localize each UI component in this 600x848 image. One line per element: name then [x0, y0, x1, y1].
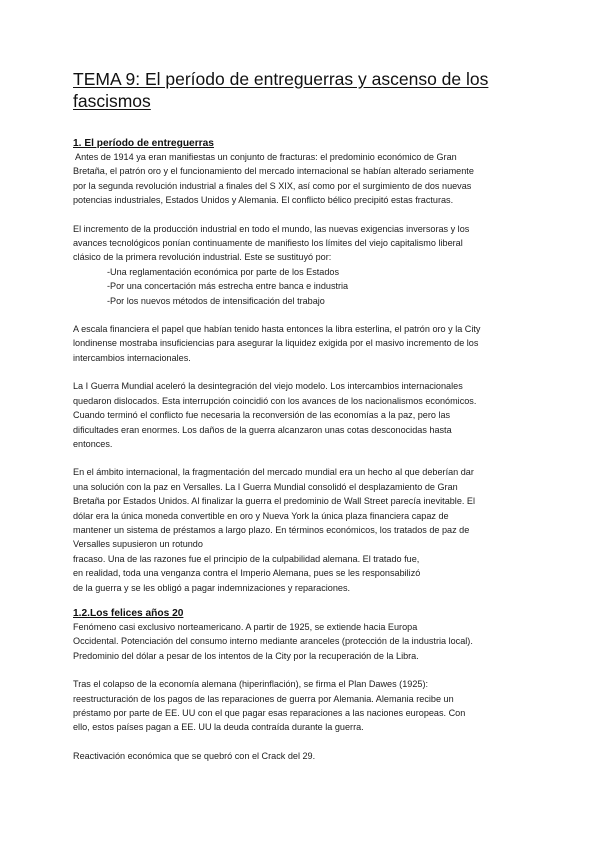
text-line: por la segunda revolución industrial a finales del S XIX, así como por el surgimiento de dos nuevas: [73, 180, 472, 191]
paragraph: [73, 322, 533, 365]
text-line: En el ámbito internacional, la fragmentación del mercado mundial era un hecho al que deberían dar: [73, 467, 474, 478]
text-line: Tras el colapso de la economía alemana (hiperinflación), se firma el Plan Dawes (1925):: [73, 679, 428, 690]
section-heading: 1. El período de entreguerras: [73, 138, 214, 149]
text-line: entonces.: [73, 438, 113, 449]
text-line: londinense mostraba insuficiencias para asegurar la liquidez exigida por el masivo incremento de los: [73, 338, 479, 349]
text-line: Bretaña por Estados Unidos. Al finalizar la guerra el predominio de Wall Street parecía inevitable. El: [73, 496, 476, 507]
text-line: ello, estos países pagan a EE. UU la deuda contraída durante la guerra.: [73, 722, 364, 733]
document-title: [73, 68, 533, 112]
text-line: Reactivación económica que se quebró con el Crack del 29.: [73, 750, 316, 761]
text-line: avances tecnológicos ponían continuamente de manifiesto los límites del viejo capitalismo liberal: [73, 238, 463, 249]
text-line: Fenómeno casi exclusivo norteamericano. A partir de 1925, se extiende hacia Europa: [73, 621, 418, 632]
text-line: intercambios internacionales.: [73, 352, 191, 363]
text-line: Occidental. Potenciación del consumo interno mediante aranceles (protección de la industria local).: [73, 636, 473, 647]
text-line: reestructuración de los pagos de las reparaciones de guerra por Alemania. Alemania recibe un: [73, 693, 454, 704]
text-line: dólar era la única moneda convertible en oro y Nueva York la única plaza financiera capaz de: [73, 510, 449, 521]
section-heading: 1.2.Los felices años 20: [73, 607, 184, 619]
text-line: de la guerra y se les obligó a pagar indemnizaciones y reparaciones.: [73, 582, 351, 593]
list-item: -Por los nuevos métodos de intensificación del trabajo: [107, 295, 325, 306]
list-item: -Una reglamentación económica por parte de los Estados: [107, 266, 340, 277]
text-line: Cuando terminó el conflicto fue necesaria la reconversión de las economías a la paz, pero las: [73, 410, 451, 421]
text-line: Versalles supusieron un rotundo: [73, 539, 203, 550]
text-line: El incremento de la producción industrial en todo el mundo, las nuevas exigencias inversoras y los: [73, 223, 470, 234]
text-line: fracaso. Una de las razones fue el principio de la culpabilidad alemana. El tratado fue,: [73, 553, 420, 564]
title-line: fascismos: [73, 91, 151, 111]
paragraph: [73, 749, 533, 763]
text-line: una solución con la paz en Versalles. La I Guerra Mundial consolidó el desplazamiento de Gran: [73, 481, 458, 492]
paragraph: [73, 620, 533, 663]
text-line: clásico de la primera revolución industrial. Este se sustituyó por:: [73, 252, 332, 263]
paragraph: [73, 677, 533, 735]
text-line: en realidad, toda una venganza contra el Imperio Alemana, pues se les responsabilizó: [73, 568, 421, 579]
paragraph: [73, 222, 533, 308]
text-line: mantener un sistema de préstamos a largo plazo. En términos económicos, los tratados de paz de: [73, 524, 470, 535]
document-page: [73, 68, 533, 763]
paragraph: [73, 379, 533, 451]
text-line: quedaron dislocados. Esta interrupción coincidió con los avances de los nacionalismos económicos.: [73, 395, 477, 406]
paragraph: [73, 465, 533, 595]
paragraph: [73, 150, 533, 208]
text-line: dificultades eran enormes. Los daños de la guerra alcanzaron unas cotas desconocidas hasta: [73, 424, 452, 435]
text-line: Antes de 1914 ya eran manifiestas un conjunto de fracturas: el predominio económico de Gran: [73, 152, 457, 162]
text-line: A escala financiera el papel que habían tenido hasta entonces la libra esterlina, el patrón oro y la City: [73, 324, 481, 335]
text-line: préstamo por parte de EE. UU con el que pagar esas reparaciones a las naciones europeas. Con: [73, 708, 466, 718]
text-line: Bretaña, el patrón oro y el funcionamiento del mercado internacional se habían alterado seriamente: [73, 166, 474, 177]
list-item: -Por una concertación más estrecha entre banca e industria: [107, 281, 349, 292]
text-line: potencias industriales, Estados Unidos y Alemania. El conflicto bélico precipitó estas fracturas.: [73, 195, 454, 206]
text-line: Predominio del dólar a pesar de los intentos de la City por la recuperación de la Libra.: [73, 650, 419, 661]
title-line: TEMA 9: El período de entreguerras y ascenso de los: [73, 69, 489, 89]
text-line: La I Guerra Mundial aceleró la desintegración del viejo modelo. Los intercambios internacionales: [73, 381, 463, 392]
